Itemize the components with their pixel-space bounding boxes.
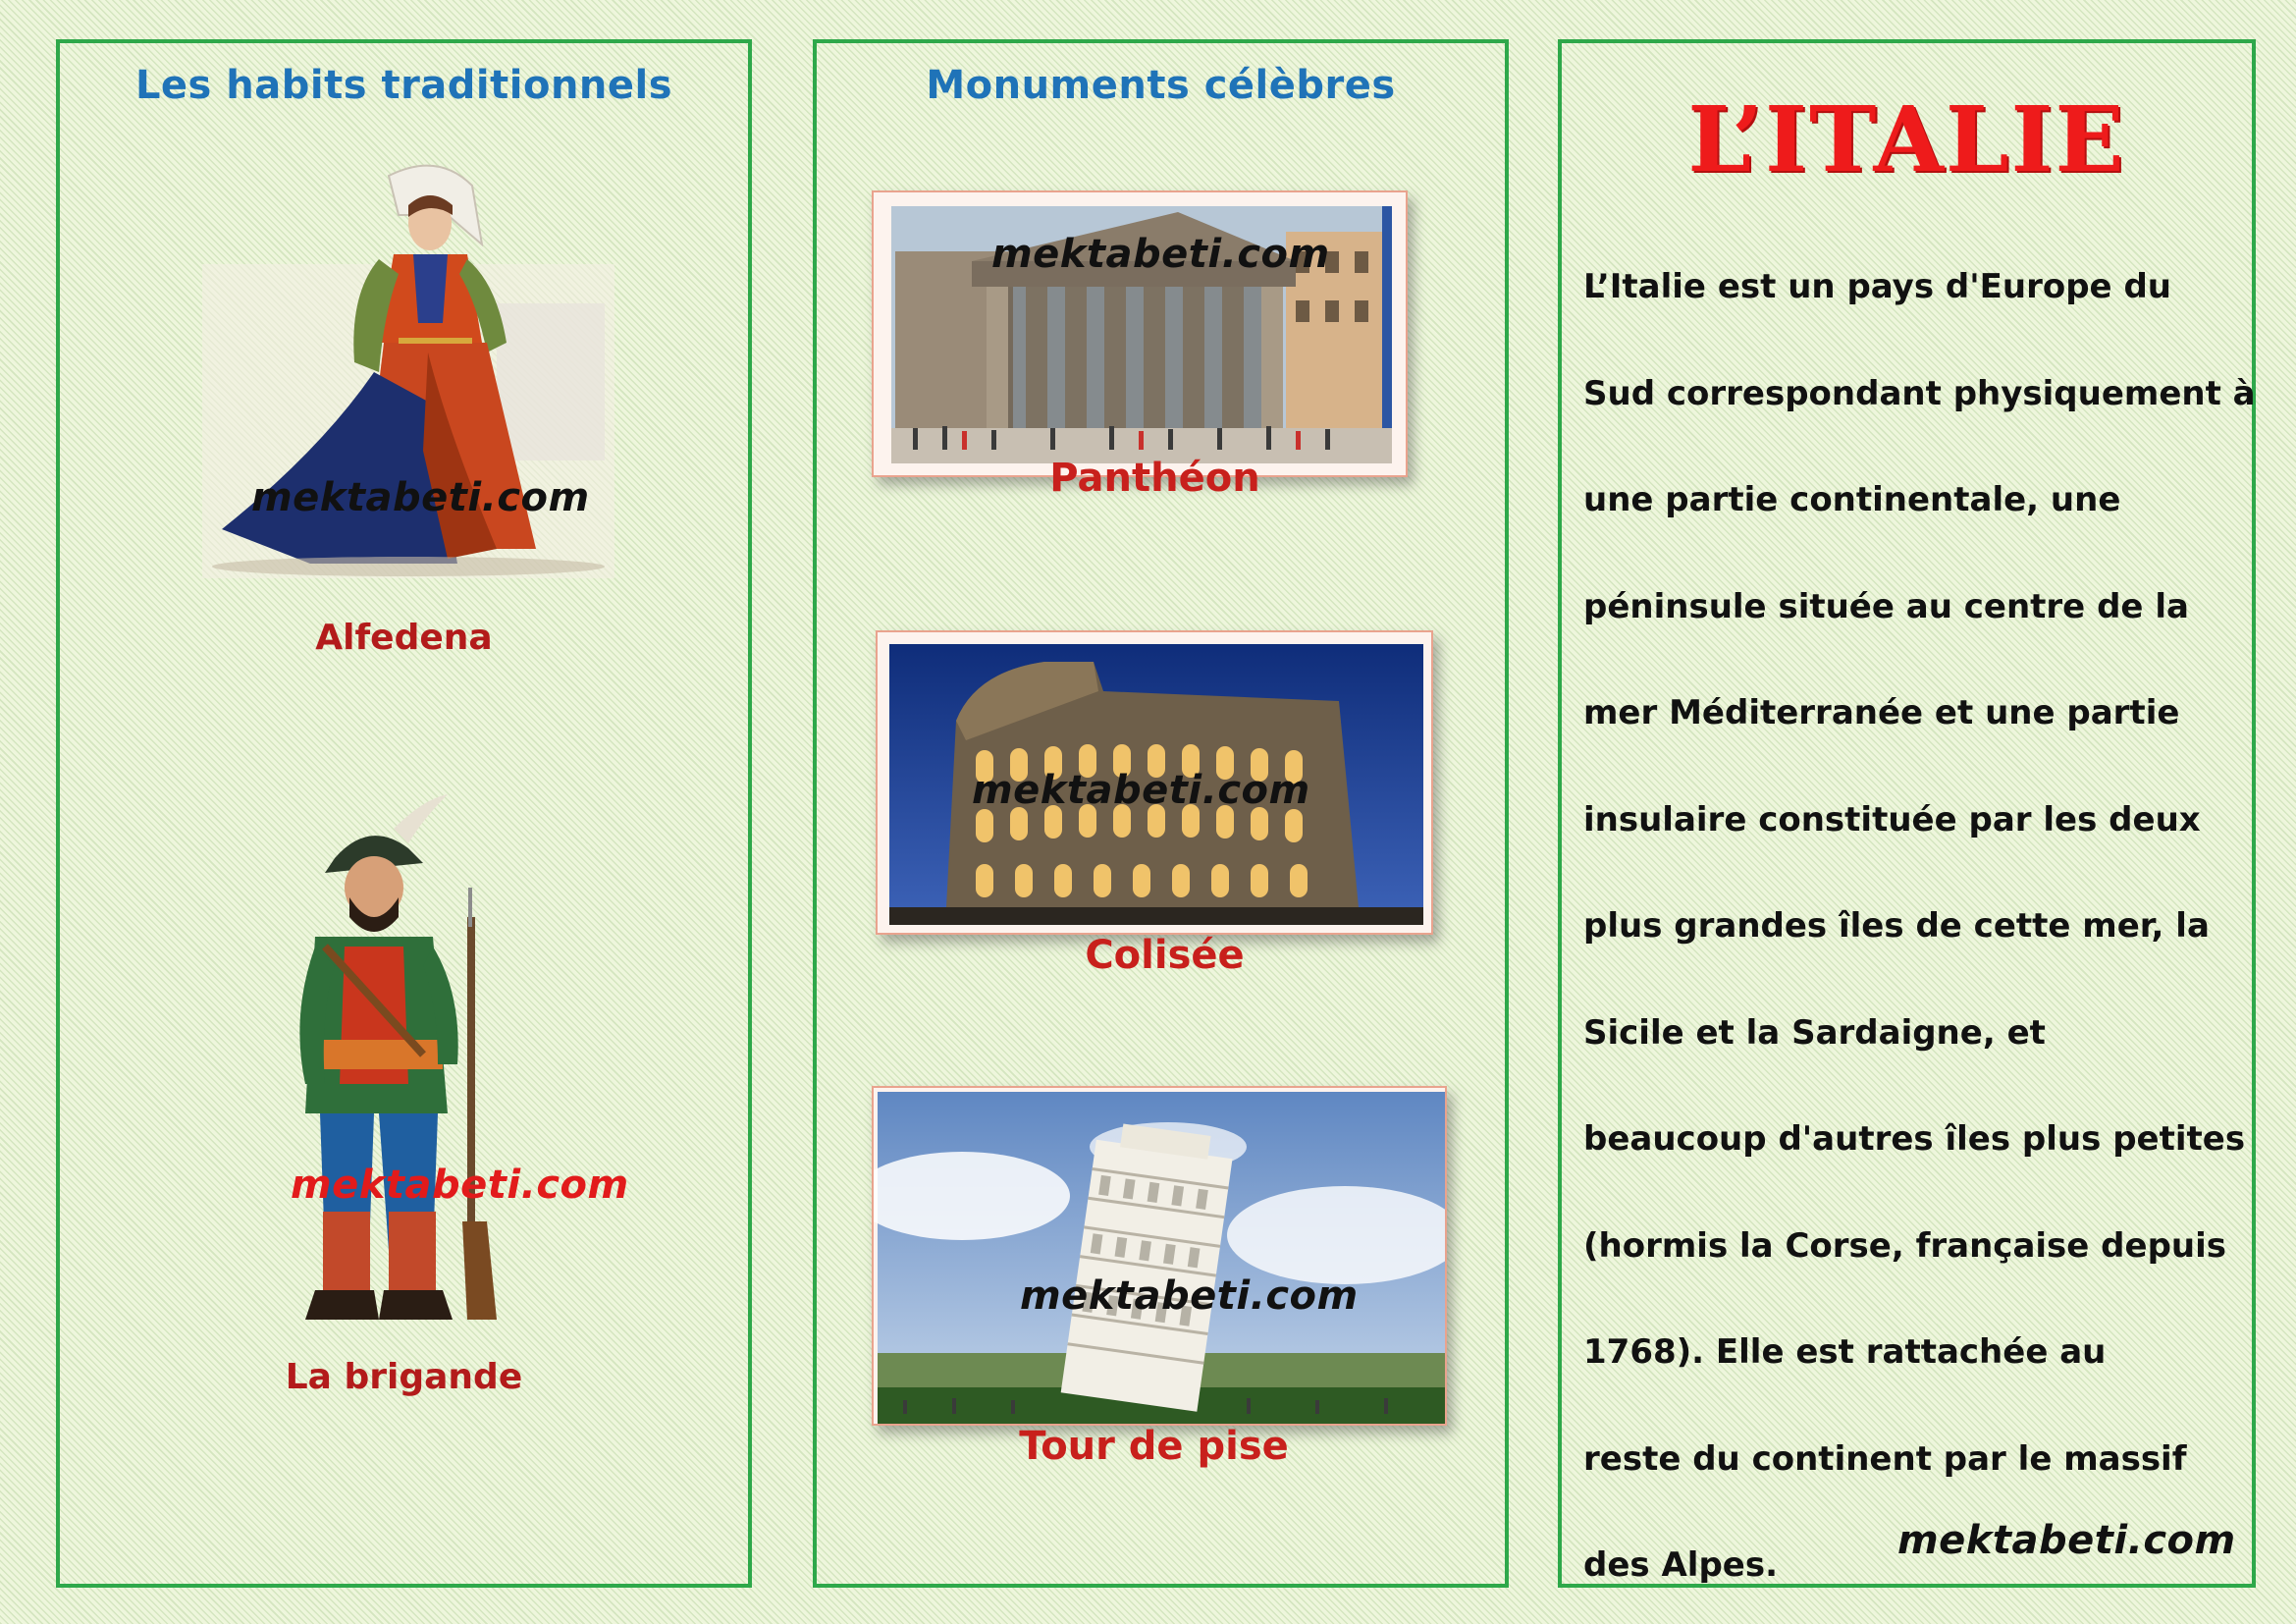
description-text <box>1583 234 2256 1619</box>
figure-caption-brigande: La brigande <box>285 1357 523 1397</box>
leaning-tower-photo <box>872 1086 1447 1426</box>
watermark-text: mektabeti.com <box>291 1163 629 1208</box>
panel-famous-monuments <box>813 39 1509 1588</box>
figure-caption-alfedena: Alfedena <box>315 618 493 658</box>
text-line: plus grandes îles de cette mer, la <box>1583 906 2210 946</box>
photo-caption-colisee: Colisée <box>1085 933 1245 978</box>
panel-traditional-clothing <box>56 39 752 1588</box>
watermark-text: mektabeti.com <box>991 232 1330 277</box>
photo-caption-pantheon: Panthéon <box>1049 456 1260 501</box>
brigand-costume-illustration <box>276 789 521 1359</box>
section-title: Monuments célèbres <box>926 63 1396 108</box>
text-line: L’Italie est un pays d'Europe du <box>1583 267 2172 306</box>
panel-italy-description <box>1558 39 2256 1588</box>
section-title: Les habits traditionnels <box>134 63 673 108</box>
watermark-text: mektabeti.com <box>251 475 590 520</box>
text-line: beaucoup d'autres îles plus petites <box>1583 1119 2246 1159</box>
watermark-text: mektabeti.com <box>972 768 1310 813</box>
page-title: L’ITALIE <box>1687 86 2126 192</box>
text-line: (hormis la Corse, française depuis <box>1583 1225 2227 1266</box>
text-line: 1768). Elle est rattachée au <box>1583 1332 2107 1372</box>
text-line: péninsule située au centre de la <box>1583 586 2189 626</box>
watermark-text: mektabeti.com <box>1020 1273 1359 1319</box>
watermark-text: mektabeti.com <box>1897 1518 2236 1563</box>
photo-caption-tour-de-pise: Tour de pise <box>1019 1424 1289 1469</box>
text-line: reste du continent par le massif <box>1583 1438 2187 1479</box>
text-line: insulaire constituée par les deux <box>1583 799 2201 839</box>
text-line: des Alpes. <box>1583 1545 1778 1585</box>
text-line: Sud correspondant physiquement à <box>1583 373 2256 413</box>
text-line: Sicile et la Sardaigne, et <box>1583 1012 2046 1053</box>
text-line: mer Méditerranée et une partie <box>1583 693 2180 732</box>
text-line: une partie continentale, une <box>1583 480 2121 519</box>
